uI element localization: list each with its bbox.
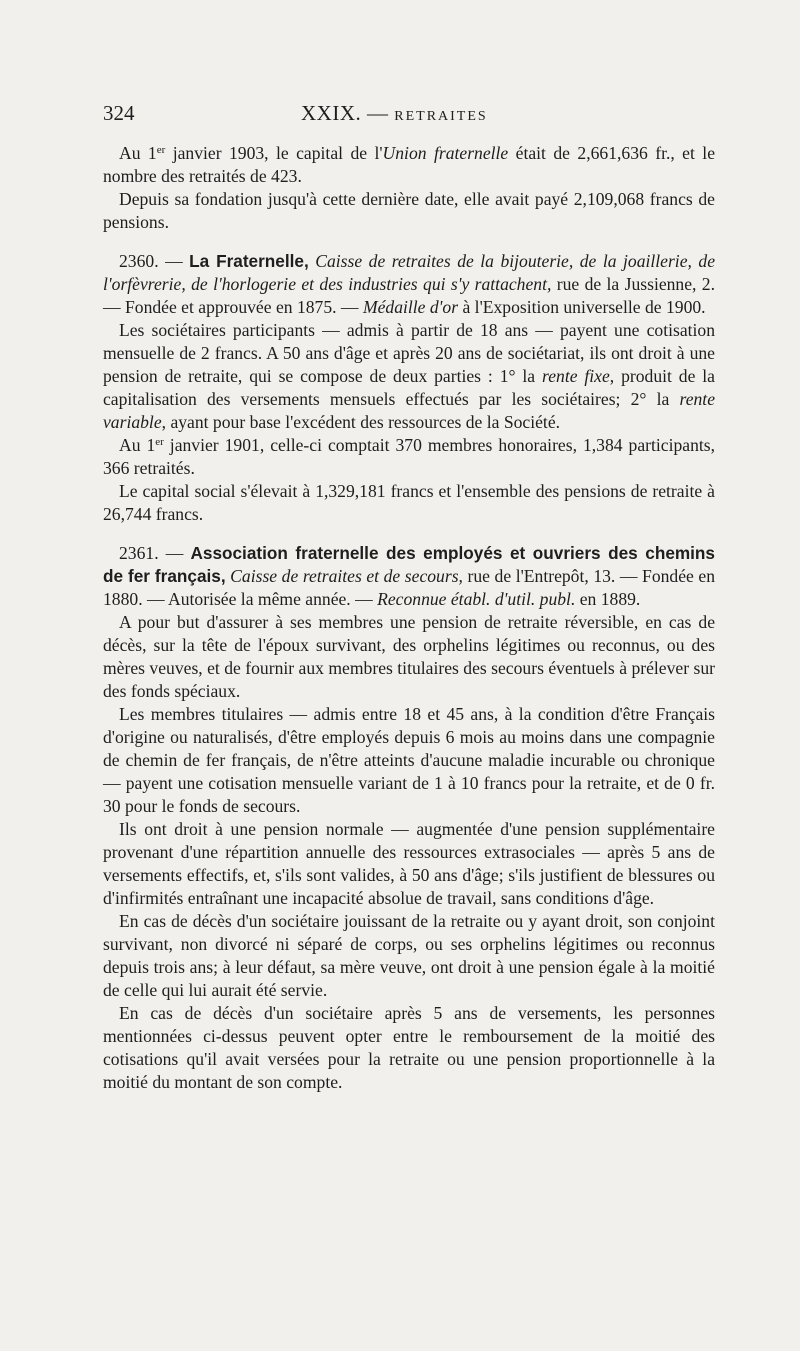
article-subtitle: Caisse de retraites de la bijouterie, de la joaillerie, de l'orfèvrerie, de l'horlogerie et des industries qui s'y rattachent, xyxy=(103,251,715,294)
paragraph-capital-1903 xyxy=(103,142,715,188)
header-dash: — xyxy=(361,101,395,125)
recognition-status: Reconnue établ. d'util. publ. xyxy=(377,589,576,609)
paragraph-death-options: En cas de décès d'un sociétaire après 5 ans de versements, les personnes mentionnées ci-dessus peuvent opter entre le remboursement de la moitié des cotisations qu'il avait versées pour la retraite ou une pension proportionnelle à la moitié du montant de son compte. xyxy=(103,1003,715,1092)
text-run: en 1889. xyxy=(575,589,641,609)
page-header xyxy=(103,101,715,131)
text-run: Au 1 xyxy=(119,435,156,455)
paragraph-social-capital: Le capital social s'élevait à 1,329,181 francs et l'ensemble des pensions de retraite à 26,744 francs. xyxy=(103,481,715,524)
paragraph-death-survivors: En cas de décès d'un sociétaire jouissant de la retraite ou y ayant droit, son conjoint survivant, non divorcé ni séparé de corps, ou ses orphelins légitimes ou reconnus depuis trois ans; à leur défaut, sa mère veuve, ont droit à une pension égale à la moitié de celle qui lui aurait été servie. xyxy=(103,911,715,1000)
paragraph-pensions-paid: Depuis sa fondation jusqu'à cette dernière date, elle avait payé 2,109,068 francs de pensions. xyxy=(103,189,715,232)
term-rente-variable: rente variable xyxy=(103,389,715,432)
text-run: janvier 1903, le capital de l' xyxy=(165,143,383,163)
text-run: était de 2,661,636 fr., et le nombre des retraités de 423. xyxy=(103,143,716,186)
superscript: er xyxy=(156,144,166,156)
text-run: à l'Exposition universelle de 1900. xyxy=(458,297,706,317)
chapter-number: XXIX. xyxy=(301,101,362,125)
article-number: 2361. — xyxy=(119,543,191,563)
text-run: Les sociétaires participants — admis à partir de 18 ans — payent une cotisation mensuelle de 2 francs. A 50 ans d'âge et après 20 ans de sociétariat, ils ont droit à une pension de retraite, qui se compose de deux parties : 1° la xyxy=(103,320,715,386)
text-run: Au 1 xyxy=(119,143,157,163)
term-rente-fixe: rente fixe xyxy=(542,366,610,386)
page-body xyxy=(103,142,715,1094)
paragraph-members-conditions: Les membres titulaires — admis entre 18 et 45 ans, à la condition d'être Français d'origine ou naturalisés, d'être employés depuis 6 mois au moins dans une compagnie de chemin de fer français, de n'être atteints d'aucune maladie incurable ou chronique — payent une cotisation mensuelle variant de 1 à 10 francs pour la retraite, et de 0 fr. 30 pour le fonds de secours. xyxy=(103,704,715,816)
superscript: er xyxy=(155,436,164,448)
award-name: Médaille d'or xyxy=(362,297,459,317)
paragraph-pension-rights: Ils ont droit à une pension normale — augmentée d'une pension supplémentaire provenant d'une répartition annuelle des ressources extrasociales — après 5 ans de versements effectifs, et, s'ils sont valides, à 50 ans d'âge; s'ils justifient de blessures ou d'infirmités entraînant une incapacité absolue de travail, sans conditions d'âge. xyxy=(103,819,715,908)
article-2361-heading xyxy=(103,542,715,611)
paragraph-participants xyxy=(103,319,715,434)
text-run: janvier 1901, celle-ci comptait 370 membres honoraires, 1,384 participants, 366 retraités. xyxy=(103,435,715,478)
society-name: Union fraternelle xyxy=(382,143,509,163)
text-run: , ayant pour base l'excédent des ressources de la Société. xyxy=(161,412,561,432)
section-title: RETRAITES xyxy=(394,109,488,124)
article-subtitle: Caisse de retraites et de secours, xyxy=(225,566,463,586)
text-run: rue de l'Entrepôt, 13. — Fondée en 1880. — Autorisée la même année. — xyxy=(103,566,715,609)
article-title: La Fraternelle, xyxy=(189,251,309,271)
running-head xyxy=(301,101,488,126)
page-number: 324 xyxy=(103,101,135,125)
text-run: , produit de la capitalisation des versements mensuels effectués par les sociétaires; 2° la xyxy=(103,366,715,409)
article-2360-heading xyxy=(103,250,715,319)
article-number: 2360. — xyxy=(119,251,190,271)
paragraph-membership-1901 xyxy=(103,434,715,480)
paragraph-purpose: A pour but d'assurer à ses membres une pension de retraite réversible, en cas de décès, sur la tête de l'époux survivant, des orphelins légitimes ou reconnus, ou des mères veuves, et de fournir aux membres titulaires des secours éventuels à prélever sur des fonds spéciaux. xyxy=(103,612,715,701)
article-title: Association fraternelle des employés et ouvriers des chemins de fer français, xyxy=(103,543,715,586)
text-run: rue de la Jussienne, 2. — Fondée et approuvée en 1875. — xyxy=(103,274,715,317)
